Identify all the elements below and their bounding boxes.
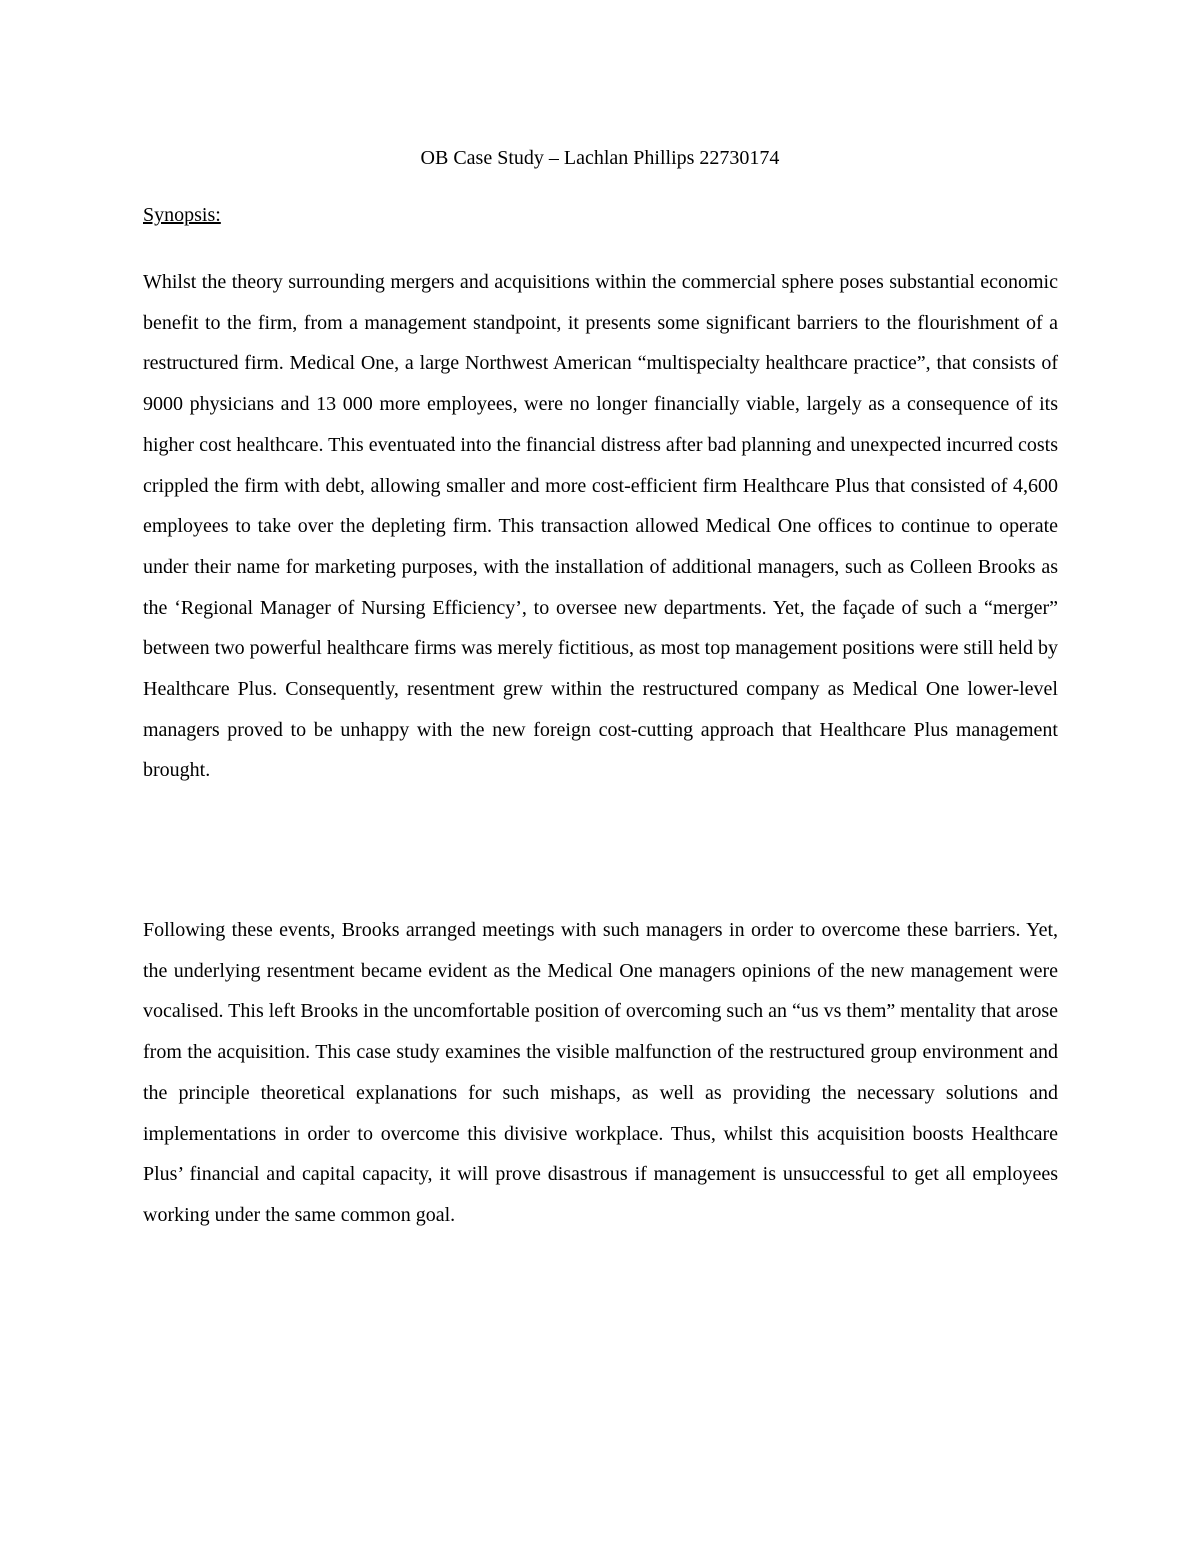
section-heading-synopsis: Synopsis: [143, 204, 221, 226]
synopsis-paragraph-1: Whilst the theory surrounding mergers and acquisitions within the commercial sphere poses substantial economic benefit to the firm, from a management standpoint, it presents some significant barriers to the flourishment of a restructured firm. Medical One, a large Northwest American “multispecialty healthcare practice”, that consists of 9000 physicians and 13 000 more employees, were no longer financially viable, largely as a consequence of its higher cost healthcare. This eventuated into the financial distress after bad planning and unexpected incurred costs crippled the firm with debt, allowing smaller and more cost-efficient firm Healthcare Plus that consisted of 4,600 employees to take over the depleting firm. This transaction allowed Medical One offices to continue to operate under their name for marketing purposes, with the installation of additional managers, such as Colleen Brooks as the ‘Regional Manager of Nursing Efficiency’, to oversee new departments. Yet, the façade of such a “merger” between two powerful healthcare firms was merely fictitious, as most top management positions were still held by Healthcare Plus. Consequently, resentment grew within the restructured company as Medical One lower-level managers proved to be unhappy with the new foreign cost-cutting approach that Healthcare Plus management brought. [143, 271, 1058, 782]
synopsis-paragraph-2: Following these events, Brooks arranged meetings with such managers in order to overcome these barriers. Yet, the underlying resentment became evident as the Medical One managers opinions of the new management were vocalised. This left Brooks in the uncomfortable position of overcoming such an “us vs them” mentality that arose from the acquisition. This case study examines the visible malfunction of the restructured group environment and the principle theoretical explanations for such mishaps, as well as providing the necessary solutions and implementations in order to overcome this divisive workplace. Thus, whilst this acquisition boosts Healthcare Plus’ financial and capital capacity, it will prove disastrous if management is unsuccessful to get all employees working under the same common goal. [143, 919, 1058, 1226]
document-title: OB Case Study – Lachlan Phillips 22730174 [420, 147, 780, 169]
